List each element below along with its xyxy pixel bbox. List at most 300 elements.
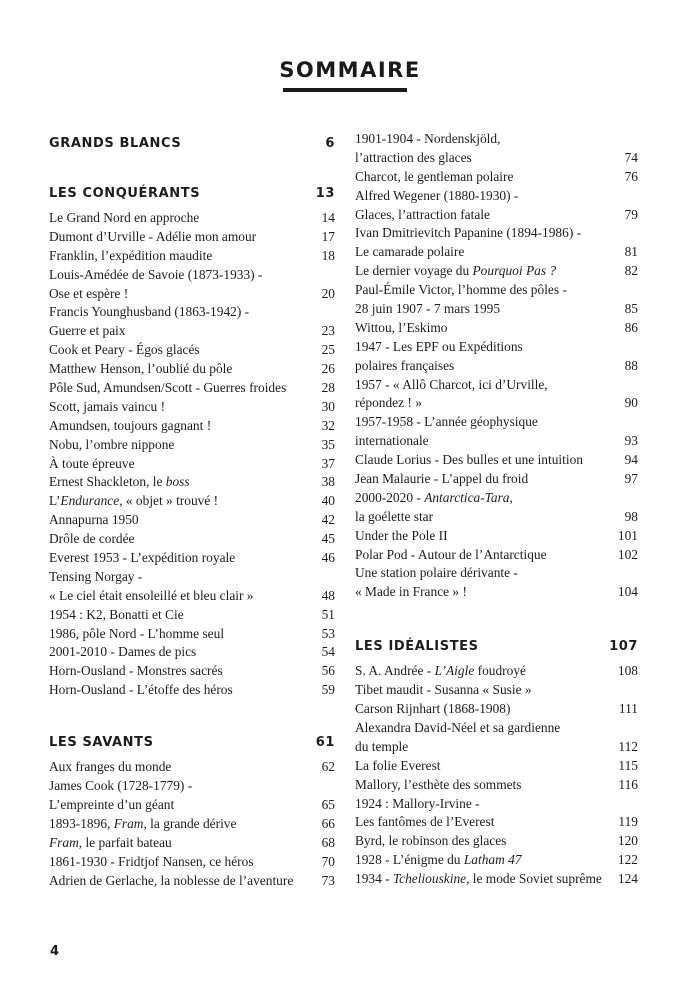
toc-entry-page: 48	[321, 587, 335, 603]
section-heading[interactable]	[49, 133, 335, 155]
toc-entry-title	[355, 832, 506, 851]
toc-entry-text: « Le ciel était ensoleillé et bleu clair »	[49, 587, 254, 603]
toc-entry-page: 86	[624, 319, 638, 335]
toc-entry-page: 38	[321, 474, 335, 490]
toc-entry-page: 51	[321, 606, 335, 622]
toc-entry-page: 26	[321, 361, 335, 377]
toc-entry-text: Cook et Peary - Égos glacés	[49, 342, 200, 358]
toc-entry-title	[355, 662, 526, 681]
section-heading[interactable]	[49, 732, 335, 754]
toc-entry-text: répondez ! »	[355, 395, 422, 411]
toc-entry-text: Horn-Ousland - Monstres sacrés	[49, 663, 223, 679]
toc-entry-title	[355, 738, 408, 757]
toc-entry-title	[355, 376, 548, 395]
toc-entry-title	[49, 796, 174, 815]
toc-entry-text: , « objet » trouvé !	[119, 493, 219, 509]
toc-entry[interactable]	[49, 360, 335, 379]
toc-entry-title	[355, 870, 602, 889]
toc-entry-title	[49, 681, 233, 700]
toc-entry[interactable]	[49, 379, 335, 398]
toc-entry[interactable]	[355, 300, 638, 319]
toc-entry[interactable]	[355, 243, 638, 262]
toc-entry-title	[49, 303, 249, 322]
toc-entry-text: Les fantômes de l’Everest	[355, 814, 495, 830]
toc-entry-page: 120	[617, 833, 638, 849]
toc-entry-title	[49, 228, 256, 247]
toc-entry[interactable]	[355, 451, 638, 470]
toc-entry-page: 111	[618, 701, 638, 717]
toc-entry[interactable]	[355, 470, 638, 489]
section-title: LES SAVANTS	[49, 735, 154, 751]
toc-entry-text: 1957 - « Allô Charcot, ici d’Urville,	[355, 376, 548, 392]
toc-entry-page: 98	[624, 508, 638, 524]
toc-entry-text: Pôle Sud, Amundsen/Scott - Guerres froides	[49, 380, 287, 396]
toc-entry-page: 93	[624, 433, 638, 449]
toc-entry-page: 102	[617, 546, 638, 562]
toc-entry-title	[49, 834, 172, 853]
toc-entry[interactable]	[49, 417, 335, 436]
toc-entry-title	[355, 130, 500, 149]
toc-entry-text: Claude Lorius - Des bulles et une intuition	[355, 452, 583, 468]
toc-entry-title	[355, 757, 441, 776]
toc-entry-page	[329, 568, 335, 587]
toc-entry[interactable]	[49, 228, 335, 247]
toc-entry-text: 1901-1904 - Nordenskjöld,	[355, 131, 501, 146]
toc-entry-text: 1928 - L’énigme du	[355, 852, 464, 868]
toc-entry-text: Franklin, l’expédition maudite	[49, 247, 213, 263]
toc-entry[interactable]	[49, 303, 335, 322]
toc-entry-title	[49, 662, 223, 681]
toc-entry-page	[632, 130, 638, 149]
toc-entry-text: internationale	[355, 433, 429, 449]
toc-entry-italic: Antarctica-Tara	[424, 489, 510, 505]
section-heading[interactable]	[355, 636, 638, 658]
toc-entry-text: Under the Pole II	[355, 527, 448, 543]
section-heading[interactable]	[49, 183, 335, 205]
page-title: SOMMAIRE	[279, 58, 421, 82]
toc-entry-page	[329, 303, 335, 322]
toc-entry-page: 40	[321, 493, 335, 509]
toc-entry-text: 2001-2010 - Dames de pics	[49, 644, 197, 660]
toc-entry[interactable]	[49, 247, 335, 266]
toc-entry-text: Adrien de Gerlache, la noblesse de l’aventure	[49, 872, 294, 888]
toc-entry-title	[49, 322, 126, 341]
toc-entry-title	[355, 262, 556, 281]
toc-entry[interactable]	[355, 413, 638, 432]
toc-entry-text: Une station polaire dérivante -	[355, 565, 518, 581]
toc-entry-title	[355, 206, 490, 225]
toc-entry[interactable]	[355, 851, 638, 870]
toc-entry-title	[49, 530, 135, 549]
toc-entry-title	[355, 527, 448, 546]
toc-entry-title	[355, 300, 500, 319]
toc-section-grands-blancs	[49, 133, 335, 155]
toc-entry-text: Horn-Ousland - L’étoffe des héros	[49, 682, 233, 698]
toc-entry[interactable]	[49, 436, 335, 455]
toc-entry-text: L’	[49, 493, 61, 509]
toc-entry[interactable]	[355, 319, 638, 338]
toc-entry-text: 1947 - Les EPF ou Expéditions	[355, 338, 523, 354]
toc-entry-text: Scott, jamais vaincu !	[49, 398, 166, 414]
toc-entry-text: Le Grand Nord en approche	[49, 210, 200, 225]
toc-entry-page: 79	[624, 206, 638, 222]
toc-entry-page: 101	[617, 527, 638, 543]
toc-entry[interactable]	[49, 796, 335, 815]
toc-entry-italic: Pourquoi Pas ?	[472, 263, 557, 279]
toc-entry-title	[355, 394, 422, 413]
toc-entry[interactable]	[355, 376, 638, 395]
section-page: 13	[315, 186, 335, 201]
toc-entry[interactable]	[355, 489, 638, 508]
toc-entry-title	[355, 776, 521, 795]
toc-entry-text: James Cook (1728-1779) -	[49, 778, 193, 794]
toc-entry-page: 115	[618, 757, 638, 773]
toc-entry[interactable]	[355, 168, 638, 187]
toc-entry-title	[355, 489, 513, 508]
toc-entry-text: Polar Pod - Autour de l’Antarctique	[355, 546, 547, 562]
toc-entry-text: Ivan Dmitrievitch Papanine (1894-1986) -	[355, 225, 582, 241]
toc-entry[interactable]	[355, 832, 638, 851]
toc-entry[interactable]	[49, 625, 335, 644]
toc-entry-italic: L’Aigle	[434, 663, 475, 679]
toc-entry-page: 37	[321, 455, 335, 471]
toc-entry[interactable]	[49, 322, 335, 341]
toc-entry[interactable]	[49, 266, 335, 285]
toc-entry[interactable]	[355, 700, 638, 719]
toc-entry-page: 97	[624, 471, 638, 487]
toc-entry[interactable]	[355, 130, 638, 149]
toc-entry-page: 68	[321, 834, 335, 850]
toc-entry-page: 62	[321, 759, 335, 775]
toc-entry[interactable]	[49, 455, 335, 474]
toc-entry-page: 112	[618, 738, 638, 754]
toc-entry[interactable]	[49, 777, 335, 796]
toc-entry[interactable]	[49, 606, 335, 625]
toc-entry-title	[49, 625, 224, 644]
toc-entry-text: l’attraction des glaces	[355, 149, 472, 165]
toc-entry-text: ,	[509, 489, 513, 505]
toc-entry[interactable]	[49, 285, 335, 304]
toc-entry-title	[49, 285, 128, 304]
toc-entry-page: 42	[321, 512, 335, 528]
toc-entry-page	[632, 564, 638, 583]
toc-entry[interactable]	[49, 587, 335, 606]
toc-entry[interactable]	[49, 398, 335, 417]
toc-entry[interactable]	[49, 530, 335, 549]
toc-entry-page: 108	[617, 663, 638, 679]
toc-entry-title	[355, 719, 560, 738]
toc-entry-text: Louis-Amédée de Savoie (1873-1933) -	[49, 266, 263, 282]
toc-entry-italic: Tcheliouskine	[392, 871, 467, 887]
toc-entry-page: 56	[321, 663, 335, 679]
toc-entry-text: Wittou, l’Eskimo	[355, 319, 448, 335]
toc-entry-title	[49, 587, 254, 606]
toc-entry-title	[49, 436, 174, 455]
toc-entry-text: Ernest Shackleton, le	[49, 474, 166, 490]
toc-entry-title	[355, 795, 480, 814]
toc-entry[interactable]	[355, 357, 638, 376]
toc-entry[interactable]	[355, 262, 638, 281]
toc-entry[interactable]	[355, 757, 638, 776]
toc-entry-text: Guerre et paix	[49, 323, 126, 339]
toc-entry-page: 25	[321, 342, 335, 358]
toc-entry-title	[49, 872, 293, 891]
toc-entry-text: Charcot, le gentleman polaire	[355, 168, 514, 184]
toc-entry[interactable]	[355, 187, 638, 206]
toc-entry[interactable]	[355, 527, 638, 546]
toc-entry[interactable]	[49, 492, 335, 511]
toc-entry[interactable]	[355, 149, 638, 168]
toc-entry-page: 65	[321, 796, 335, 812]
toc-entry-text: À toute épreuve	[49, 455, 135, 471]
toc-entry-italic: Fram	[49, 834, 79, 850]
toc-entry-text: Mallory, l’esthète des sommets	[355, 776, 522, 792]
toc-entry-text: 28 juin 1907 - 7 mars 1995	[355, 301, 501, 317]
toc-entry-text: du temple	[355, 738, 409, 754]
toc-entry-title	[355, 338, 523, 357]
toc-entry-text: Nobu, l’ombre nippone	[49, 436, 175, 452]
toc-entry[interactable]	[355, 564, 638, 583]
toc-entry-page: 122	[617, 852, 638, 868]
toc-entry-page	[632, 281, 638, 300]
toc-section-savants	[49, 732, 335, 890]
toc-entry-page	[632, 187, 638, 206]
toc-entry-title	[355, 432, 429, 451]
toc-entry[interactable]	[355, 719, 638, 738]
toc-entry-page: 124	[617, 871, 638, 887]
toc-entry-text: , la grande dérive	[143, 815, 237, 831]
toc-entry-title	[49, 606, 184, 625]
toc-entry-text: foudroyé	[474, 663, 526, 679]
toc-entry[interactable]	[355, 813, 638, 832]
section-title: GRANDS BLANCS	[49, 136, 182, 151]
toc-entry-text: La folie Everest	[355, 757, 441, 773]
toc-entry[interactable]	[49, 681, 335, 700]
toc-entry-text: Annapurna 1950	[49, 512, 139, 528]
toc-entry[interactable]	[355, 432, 638, 451]
toc-entry-title	[355, 851, 522, 870]
toc-entry-title	[355, 281, 567, 300]
toc-entry-title	[49, 209, 199, 228]
toc-entry-text: L’empreinte d’un géant	[49, 796, 175, 812]
toc-entry[interactable]	[49, 834, 335, 853]
toc-entry[interactable]	[355, 795, 638, 814]
toc-entry-title	[49, 549, 235, 568]
toc-entry-text: Everest 1953 - L’expédition royale	[49, 550, 236, 566]
toc-entry-page: 17	[321, 228, 335, 244]
toc-entry-title	[49, 266, 262, 285]
toc-entry-page	[632, 376, 638, 395]
toc-entry-text: S. A. Andrée -	[355, 663, 435, 679]
toc-entry-text: , le mode Soviet suprême	[466, 871, 602, 887]
section-page: 6	[325, 136, 335, 151]
toc-entry[interactable]	[49, 872, 335, 891]
toc-entry-title	[355, 319, 447, 338]
toc-entry-title	[355, 413, 538, 432]
toc-entry-title	[355, 357, 454, 376]
toc-entry-page: 59	[321, 682, 335, 698]
toc-entry[interactable]	[355, 281, 638, 300]
toc-entry-title	[355, 224, 581, 243]
toc-entry[interactable]	[49, 473, 335, 492]
toc-entry-italic: boss	[165, 474, 190, 490]
toc-entry-text: 1986, pôle Nord - L’homme seul	[49, 625, 225, 641]
toc-entry-title	[49, 643, 196, 662]
toc-entry-title	[49, 398, 165, 417]
toc-entry-text: Byrd, le robinson des glaces	[355, 833, 507, 849]
toc-entry-page: 74	[624, 149, 638, 165]
toc-section-savants-continued	[355, 130, 638, 602]
toc-entry[interactable]	[49, 511, 335, 530]
toc-entry-title	[355, 451, 583, 470]
toc-entry-page: 23	[321, 323, 335, 339]
toc-entry-text: Alexandra David-Néel et sa gardienne	[355, 719, 561, 735]
toc-entry-page: 82	[624, 263, 638, 279]
toc-entry-text: Aux franges du monde	[49, 759, 172, 775]
toc-entry-page	[632, 719, 638, 738]
toc-entry-title	[49, 568, 142, 587]
section-title: LES IDÉALISTES	[355, 639, 479, 655]
toc-entry-page: 28	[321, 380, 335, 396]
toc-entry[interactable]	[355, 776, 638, 795]
section-page: 107	[609, 639, 638, 655]
toc-entry[interactable]	[49, 643, 335, 662]
toc-entry-page: 90	[624, 395, 638, 411]
toc-entry[interactable]	[49, 758, 335, 777]
toc-entry[interactable]	[49, 853, 335, 872]
toc-entry-title	[49, 360, 232, 379]
toc-entry-page	[329, 266, 335, 285]
toc-entry-title	[49, 777, 192, 796]
toc-entry[interactable]	[49, 815, 335, 834]
toc-entry-title	[49, 341, 200, 360]
toc-entry-page: 14	[321, 210, 335, 225]
toc-entry-page: 54	[321, 644, 335, 660]
toc-entry[interactable]	[355, 338, 638, 357]
toc-entry-title	[355, 168, 513, 187]
toc-entry[interactable]	[355, 546, 638, 565]
toc-entry-page	[632, 413, 638, 432]
toc-entry-page: 70	[321, 853, 335, 869]
toc-entry[interactable]	[355, 206, 638, 225]
toc-entry-page: 20	[321, 285, 335, 301]
toc-entry-title	[355, 583, 467, 602]
toc-entry-text: , le parfait bateau	[78, 834, 172, 850]
toc-entry-title	[49, 417, 211, 436]
toc-entry[interactable]	[355, 870, 638, 889]
toc-entry-text: Paul-Émile Victor, l’homme des pôles -	[355, 282, 567, 298]
toc-entry-title	[355, 243, 464, 262]
toc-entry-text: Francis Younghusband (1863-1942) -	[49, 304, 250, 320]
toc-entry-page	[329, 777, 335, 796]
toc-entry[interactable]	[49, 549, 335, 568]
toc-entry-text: Ose et espère !	[49, 285, 129, 301]
toc-entry[interactable]	[355, 394, 638, 413]
toc-entry-text: Jean Malaurie - L’appel du froid	[355, 471, 529, 487]
toc-entry-title	[355, 564, 518, 583]
toc-entry-text: 1924 : Mallory-Irvine -	[355, 795, 480, 811]
toc-entry[interactable]	[355, 508, 638, 527]
toc-entry-text: polaires françaises	[355, 357, 455, 373]
toc-entry-text: Glaces, l’attraction fatale	[355, 206, 490, 222]
toc-entry[interactable]	[49, 341, 335, 360]
toc-entry-title	[355, 546, 547, 565]
toc-entry-title	[49, 511, 139, 530]
toc-entry-title	[355, 681, 532, 700]
toc-left-column	[49, 133, 335, 890]
toc-entry-italic: Endurance	[60, 493, 120, 509]
toc-entry[interactable]	[49, 209, 335, 228]
toc-entry-text: la goélette star	[355, 508, 434, 524]
toc-entry-page: 30	[321, 398, 335, 414]
title-underline	[283, 88, 407, 92]
toc-entry-title	[49, 455, 135, 474]
toc-entry-page: 104	[617, 584, 638, 600]
toc-entry-page	[632, 681, 638, 700]
toc-entry-title	[49, 492, 218, 511]
toc-entry-page: 53	[321, 625, 335, 641]
toc-entry-title	[49, 758, 171, 777]
toc-entry-title	[355, 508, 433, 527]
toc-entry-italic: Fram	[113, 815, 144, 831]
toc-entry[interactable]	[355, 681, 638, 700]
toc-entry[interactable]	[355, 662, 638, 681]
toc-entry-page: 73	[321, 872, 335, 888]
toc-entry[interactable]	[49, 568, 335, 587]
toc-entry-text: 1893-1896,	[49, 815, 114, 831]
toc-entry-title	[355, 149, 472, 168]
toc-entry-page: 32	[321, 417, 335, 433]
section-page: 61	[315, 735, 335, 751]
toc-entry-page	[632, 338, 638, 357]
section-title: LES CONQUÉRANTS	[49, 186, 201, 201]
toc-entry-text: Drôle de cordée	[49, 531, 135, 547]
toc-entry-title	[49, 247, 212, 266]
toc-entry-text: Alfred Wegener (1880-1930) -	[355, 187, 519, 203]
toc-entry-page: 119	[618, 814, 638, 830]
toc-entry-text: 1934 -	[355, 871, 393, 887]
toc-entry-title	[355, 813, 494, 832]
toc-entry[interactable]	[355, 738, 638, 757]
toc-entry-italic: Latham 47	[463, 852, 522, 868]
toc-entry-page: 88	[624, 357, 638, 373]
toc-entry-title	[49, 815, 236, 834]
toc-entry-text: Le camarade polaire	[355, 244, 465, 260]
toc-entry-text: Carson Rijnhart (1868-1908)	[355, 701, 511, 717]
toc-entry-title	[355, 470, 528, 489]
toc-entry-title	[49, 853, 254, 872]
toc-entry-text: 1957-1958 - L’année géophysique	[355, 414, 538, 430]
toc-right-column	[355, 130, 638, 889]
toc-entry-title	[49, 379, 286, 398]
toc-entry-page: 66	[321, 815, 335, 831]
toc-entry[interactable]	[49, 662, 335, 681]
toc-entry-page	[632, 224, 638, 243]
toc-entry-text: Tibet maudit - Susanna « Susie »	[355, 682, 532, 698]
toc-entry-page: 46	[321, 550, 335, 566]
toc-entry[interactable]	[355, 583, 638, 602]
toc-entry-page: 76	[624, 168, 638, 184]
toc-entry-page: 45	[321, 531, 335, 547]
toc-entry-title	[355, 700, 510, 719]
toc-entry-text: 1954 : K2, Bonatti et Cie	[49, 606, 184, 622]
toc-entry-title	[355, 187, 518, 206]
toc-entry-text: 2000-2020 -	[355, 489, 425, 505]
toc-entry-title	[49, 473, 190, 492]
toc-entry-text: 1861-1930 - Fridtjof Nansen, ce héros	[49, 853, 254, 869]
toc-entry[interactable]	[355, 224, 638, 243]
toc-entry-page: 35	[321, 436, 335, 452]
